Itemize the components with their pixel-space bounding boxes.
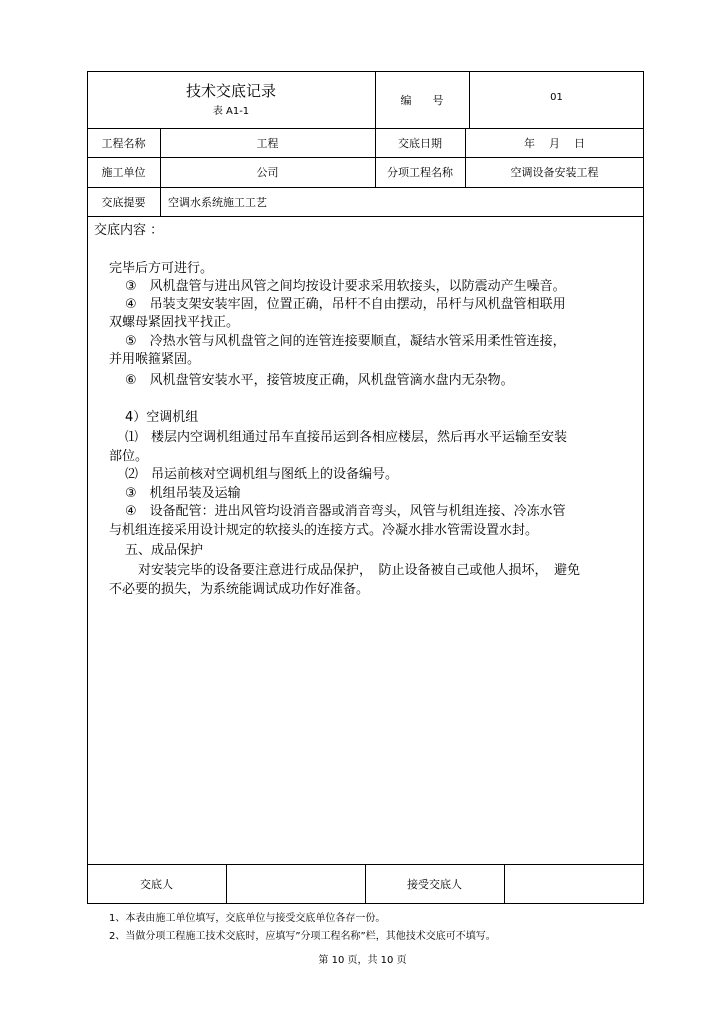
summary-value: 空调水系统施工工艺: [168, 195, 267, 209]
form-code: 表 A1-1: [212, 105, 250, 117]
discloser-signature: [226, 864, 365, 904]
content-line: ⑥ 风机盘管安装水平，接管坡度正确，风机盘管滴水盘内无杂物。: [125, 373, 514, 388]
content-line: ⑵ 吊运前核对空调机组与图纸上的设备编号。: [125, 467, 399, 482]
receiver-label: 接受交底人: [407, 878, 462, 891]
number-label: 编 号: [400, 93, 444, 107]
sub-project-label: 分项工程名称: [387, 166, 453, 179]
content-line: ⑴ 楼层内空调机组通过吊车直接吊运到各相应楼层，然后再水平运输至安装: [125, 430, 568, 445]
sub-project-value: 空调设备安装工程: [510, 166, 599, 179]
form-title: 技术交底记录: [185, 81, 276, 100]
note-line: 1、本表由施工单位填写，交底单位与接受交底单位各存一份。: [109, 913, 386, 924]
project-name-label: 工程名称: [101, 136, 146, 150]
construction-unit-label: 施工单位: [101, 166, 146, 179]
content-line: 并用喉箍紧固。: [109, 352, 201, 367]
content-label: 交底内容 ：: [94, 223, 164, 238]
content-line: 五、成品保护: [125, 543, 204, 558]
content-line: ③ 机组吊装及运输: [125, 486, 241, 501]
content-line: 完毕后方可进行。: [109, 261, 214, 276]
content-line: ④ 设备配管：进出风管均设消音器或消音弯头，风管与机组连接、冷冻水管: [125, 504, 566, 519]
disclosure-date-value: 年 月 日: [524, 136, 585, 150]
content-line: 与机组连接采用设计规定的软接头的连接方式。冷凝水排水管需设置水封。: [109, 523, 539, 538]
content-line: ④ 吊装支架安装牢固，位置正确，吊杆不自由摆动，吊杆与风机盘管相联用: [125, 297, 566, 312]
discloser-label: 交底人: [140, 878, 173, 891]
construction-unit-value: 公司: [256, 166, 279, 179]
receiver-signature: [504, 864, 644, 904]
disclosure-date-label: 交底日期: [398, 136, 442, 150]
content-line: 4）空调机组: [125, 410, 199, 425]
page-indicator: 第 10 页，共 10 页: [318, 955, 407, 966]
number-value: 01: [550, 91, 563, 103]
note-line: 2、当做分项工程施工技术交底时，应填写”分项工程名称”栏，其他技术交底可不填写。: [109, 931, 496, 942]
content-line: 部位。: [109, 449, 149, 464]
content-line: ③ 风机盘管与进出风管之间均按设计要求采用软接头，以防震动产生噪音。: [125, 279, 566, 294]
content-line: 不必要的损失，为系统能调试成功作好准备。: [109, 582, 370, 597]
content-line: 双螺母紧固找平找正。: [109, 315, 240, 330]
summary-label: 交底提要: [101, 195, 146, 209]
content-line: ⑤ 冷热水管与风机盘管之间的连管连接要顺直，凝结水管采用柔性管连接，: [125, 334, 566, 349]
content-line: 对安装完毕的设备要注意进行成品保护， 防止设备被自己或他人损坏， 避免: [138, 563, 581, 578]
project-name-value: 工程: [256, 136, 279, 150]
divider: [87, 216, 644, 217]
